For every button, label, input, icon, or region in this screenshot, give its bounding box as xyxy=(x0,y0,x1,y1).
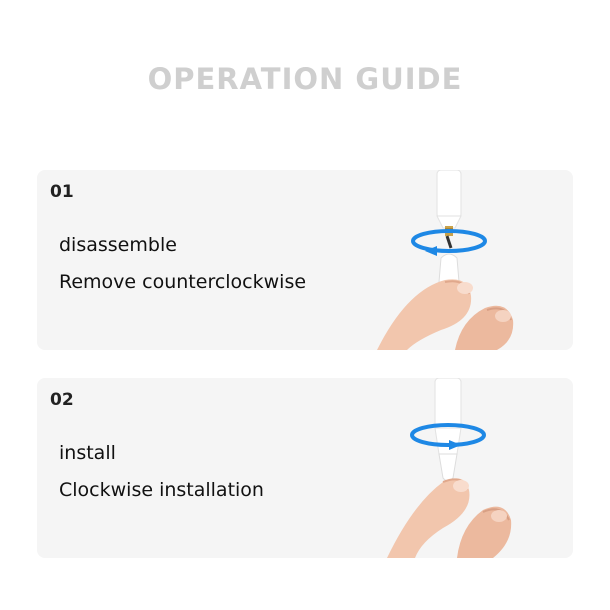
step-card-disassemble xyxy=(37,170,573,350)
step-number: 01 xyxy=(50,182,74,202)
stylus-tip-removal-illustration xyxy=(337,170,573,350)
page-title: OPERATION GUIDE xyxy=(147,62,463,96)
step-card-install xyxy=(37,378,573,558)
step-title: disassemble xyxy=(59,234,177,256)
stylus-tip xyxy=(439,454,457,481)
stylus-tip-install-illustration xyxy=(337,378,573,558)
step-description: Clockwise installation xyxy=(59,479,264,501)
stylus-body xyxy=(435,378,461,430)
hand-fingers xyxy=(377,279,513,350)
step-number: 02 xyxy=(50,390,74,410)
step-title: install xyxy=(59,442,116,464)
step-description: Remove counterclockwise xyxy=(59,271,307,293)
hand-fingers xyxy=(387,478,511,558)
stylus-tip xyxy=(439,254,459,282)
stylus-body xyxy=(437,170,461,218)
stylus-taper xyxy=(435,428,461,454)
